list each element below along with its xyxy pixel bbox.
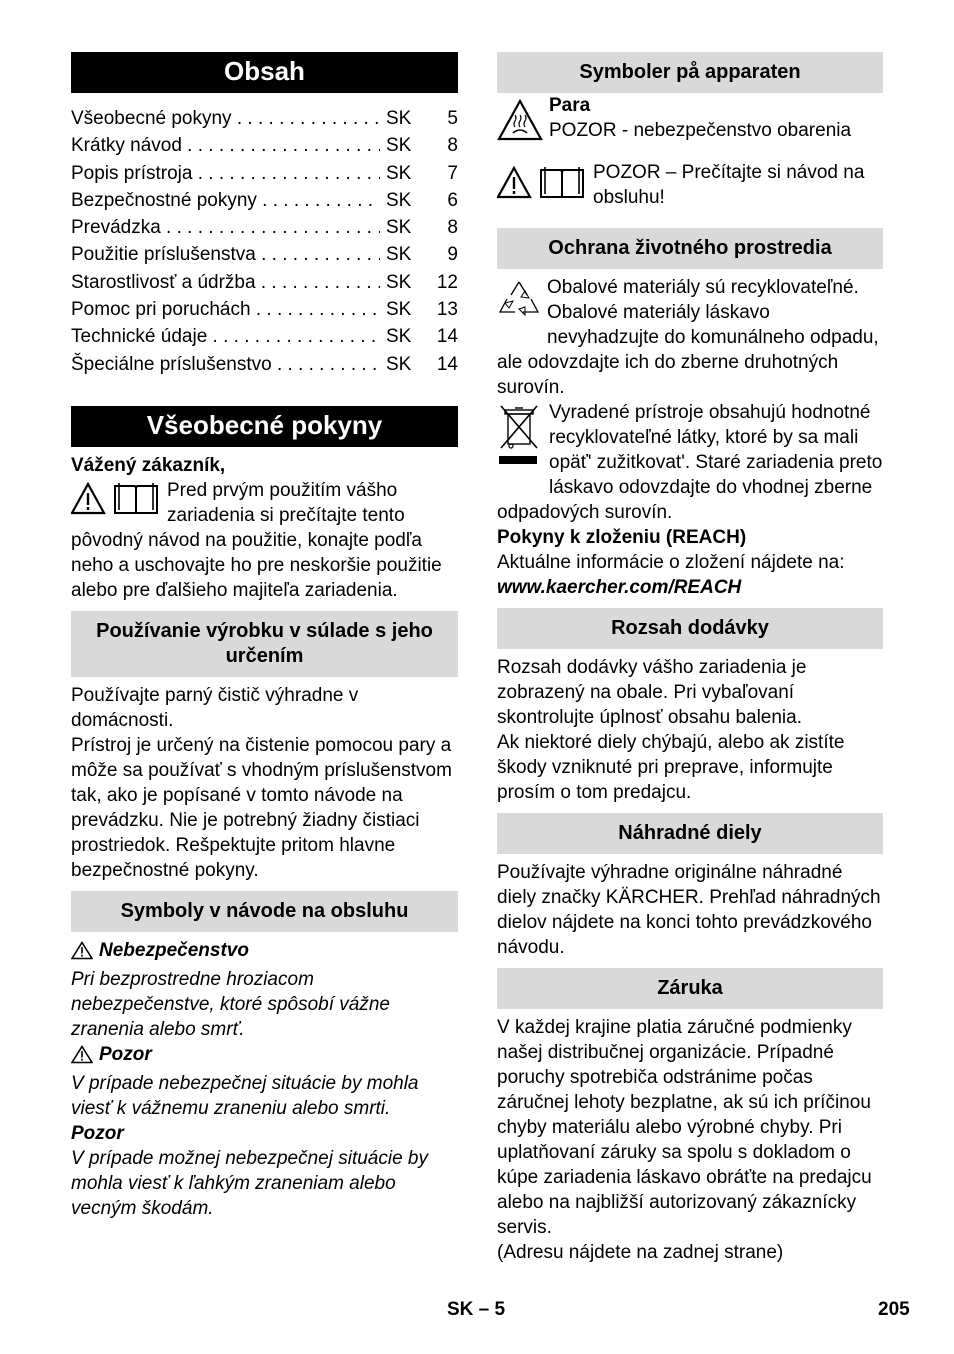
warning-book-icon (71, 482, 161, 523)
warranty-p2: (Adresu nájdete na zadnej strane) (497, 1242, 784, 1263)
spare-parts-heading: Náhradné diely (497, 813, 883, 854)
recycling-icon (497, 279, 541, 326)
toc-entry: Všeobecné pokyny . . . SK 5 (71, 105, 458, 132)
device-symbols-heading: Symboler på apparaten (497, 52, 883, 93)
left-column (71, 52, 458, 1221)
toc-entry: Prevádzka . . . SK 8 (71, 214, 458, 241)
reach-text: Aktuálne informácie o zložení nájdete na: (497, 552, 845, 573)
toc-entry: Popis prístroja . . . SK 7 (71, 160, 458, 187)
steam-text: POZOR - nebezpečenstvo obarenia (549, 120, 852, 141)
toc-entry: Starostlivosť a údržba . . . SK 12 (71, 269, 458, 296)
hot-steam-icon (497, 99, 543, 148)
warning-triangle-icon (71, 941, 93, 967)
toc-entry: Technické údaje . . . SK 14 (71, 323, 458, 350)
toc-entry: Použitie príslušenstva . . . SK 9 (71, 241, 458, 268)
packaging-text: Obalové materiály sú recyklovateľné. Obalové materiály láskavo nevyhadzujte do komunálneho odpadu, ale odovzdajte ich do zberne druhotných surovín. (497, 277, 879, 398)
intended-use-p2: Prístroj je určený na čistenie pomocou pary a môže sa používať s vhodným príslušenstvom tak, ako je popísané v tomto návode na prevádzku. Nie je potrebný žiadny čistiaci prostriedok. Rešpektujte pritom hlavne bezpečnostné pokyny. (71, 734, 452, 881)
warning-label: Pozor (99, 1043, 152, 1065)
salutation: Vážený zákazník, (71, 454, 226, 476)
right-column (497, 52, 883, 1265)
caution-label: Pozor (71, 1122, 124, 1144)
warranty-heading: Záruka (497, 968, 883, 1009)
warning-triangle-icon (71, 1045, 93, 1071)
scope-heading: Rozsah dodávky (497, 608, 883, 649)
toc-heading: Obsah (71, 52, 458, 93)
general-intro: Pred prvým použitím vášho zariadenia si prečítajte tento pôvodný návod na použitie, konajte podľa neho a uschovajte ho pre neskoršie použitie alebo pre ďalšieho majiteľa zariadenia. (71, 479, 442, 601)
reach-link[interactable]: www.kaercher.com/REACH (497, 577, 742, 598)
caution-text: V prípade možnej nebezpečnej situácie by mohla viesť k ľahkým zraneniam alebo vecným škodám. (71, 1147, 429, 1219)
toc-entry: Krátky návod . . . SK 8 (71, 132, 458, 159)
toc-entry: Špeciálne príslušenstvo . . . SK 14 (71, 351, 458, 378)
spare-parts-p1: Používajte výhradne originálne náhradné diely značky KÄRCHER. Prehľad náhradných dielov nájdete na konci tohto prevádzkového návodu. (497, 862, 881, 958)
crossed-bin-icon (497, 402, 543, 477)
manual-symbols-heading: Symboly v návode na obsluhu (71, 891, 458, 932)
scope-p2: Ak niektoré diely chýbajú, alebo ak zistíte škody vzniknuté pri preprave, informujte prosím o tom predajcu. (497, 732, 845, 803)
general-heading: Všeobecné pokyny (71, 406, 458, 447)
warning-text: V prípade nebezpečnej situácie by mohla viesť k vážnemu zraneniu alebo smrti. (71, 1072, 419, 1119)
danger-label: Nebezpečenstvo (99, 939, 249, 961)
warranty-p1: V každej krajine platia záručné podmienky našej distribučnej organizácie. Prípadné poruchy spotrebiča odstránime počas záručnej lehoty bezplatne, ak sú ich príčinou chyby materiálu alebo výrobné chyby. Pri uplatňovaní záruky sa spolu s dokladom o kúpe zariadenia láskavo obráťte na predajcu alebo na najbližší autorizovaný zákaznícky servis. (497, 1017, 872, 1238)
toc-list (71, 105, 458, 378)
devices-text: Vyradené prístroje obsahujú hodnotné recyklovateľné látky, ktoré by sa mali opäť' zužitkovat'. Staré zariadenia preto láskavo odovzdajte do vhodnej zberne odpadových surovín. (497, 402, 883, 523)
intended-use-heading: Používanie výrobku v súlade s jeho určením (71, 611, 458, 677)
footer-section: SK – 5 (447, 1299, 506, 1320)
environment-heading: Ochrana životného prostredia (497, 228, 883, 269)
read-manual-text: POZOR – Prečítajte si návod na obsluhu! (593, 162, 865, 208)
page-number: 205 (878, 1299, 910, 1320)
steam-label: Para (549, 95, 591, 116)
warning-book-icon (497, 166, 587, 207)
intended-use-p1: Používajte parný čistič výhradne v domácnosti. (71, 684, 359, 731)
scope-p1: Rozsah dodávky vášho zariadenia je zobrazený na obale. Pri vybaľovaní skontrolujte úplnosť obsahu balenia. (497, 657, 807, 728)
toc-entry: Pomoc pri poruchách . . . SK 13 (71, 296, 458, 323)
toc-entry: Bezpečnostné pokyny . . . SK 6 (71, 187, 458, 214)
danger-text: Pri bezprostredne hroziacom nebezpečenstve, ktoré spôsobí vážne zranenia alebo smrť. (71, 968, 390, 1040)
reach-label: Pokyny k zloženiu (REACH) (497, 527, 747, 548)
